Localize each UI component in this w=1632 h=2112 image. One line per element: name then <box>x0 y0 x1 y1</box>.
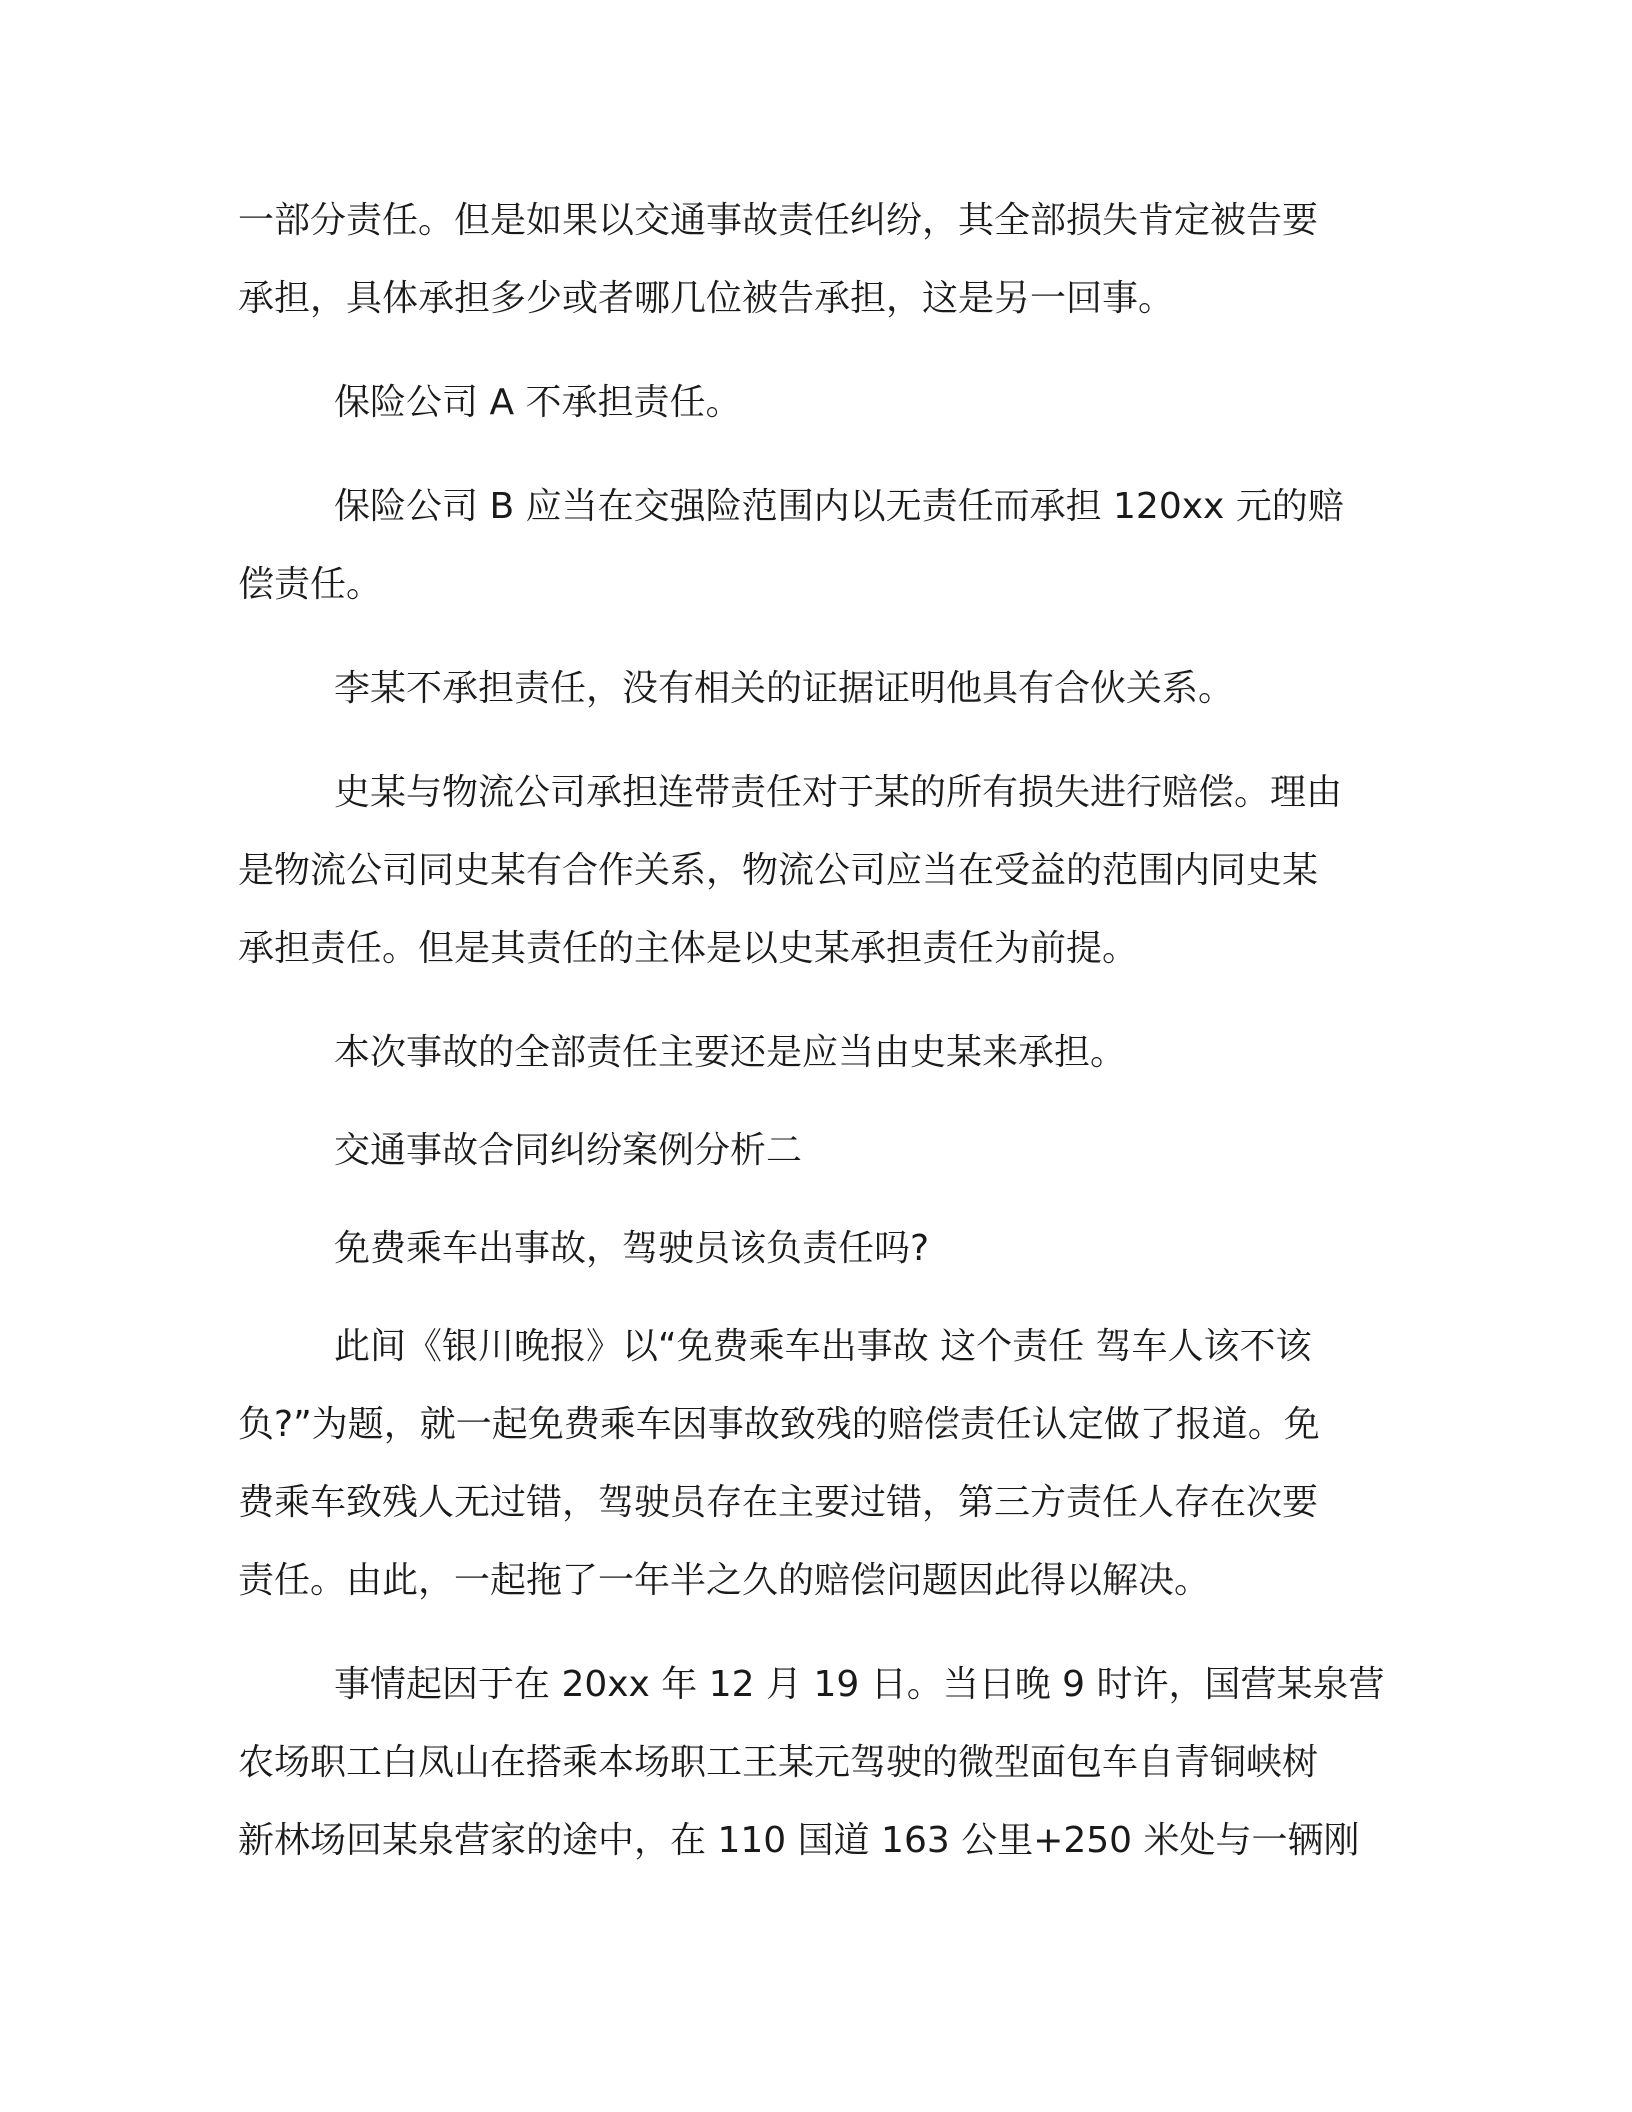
text-line: 保险公司 A 不承担责任。 <box>334 382 742 423</box>
text-line: 偿责任。 <box>238 564 383 605</box>
text-line: 史某与物流公司承担连带责任对于某的所有损失进行赔偿。理由 <box>334 772 1343 813</box>
text-line: 免费乘车出事故，驾驶员该负责任吗? <box>334 1228 930 1269</box>
text-line: 是物流公司同史某有合作关系，物流公司应当在受益的范围内同史某 <box>238 850 1319 891</box>
text-line: 李某不承担责任，没有相关的证据证明他具有合伙关系。 <box>334 668 1235 709</box>
text-line: 承担，具体承担多少或者哪几位被告承担，这是另一回事。 <box>238 278 1175 319</box>
paragraph-6 <box>238 1014 1388 1092</box>
text-line: 新林场回某泉营家的途中，在 110 国道 163 公里+250 米处与一辆刚 <box>238 1820 1360 1861</box>
text-line: 农场职工白凤山在搭乘本场职工王某元驾驶的微型面包车自青铜峡树 <box>238 1742 1319 1783</box>
text-line: 责任。由此，一起拖了一年半之久的赔偿问题因此得以解决。 <box>238 1560 1211 1601</box>
text-line: 本次事故的全部责任主要还是应当由史某来承担。 <box>334 1032 1127 1073</box>
paragraph-3 <box>238 468 1388 624</box>
subheading-question <box>238 1210 1388 1288</box>
text-line: 事情起因于在 20xx 年 12 月 19 日。当日晚 9 时许，国营某泉营 <box>334 1664 1385 1705</box>
text-line: 保险公司 B 应当在交强险范围内以无责任而承担 120xx 元的赔 <box>334 486 1344 527</box>
paragraph-7 <box>238 1308 1388 1620</box>
text-line: 承担责任。但是其责任的主体是以史某承担责任为前提。 <box>238 928 1139 969</box>
heading-text: 交通事故合同纠纷案例分析二 <box>334 1130 803 1171</box>
text-line: 此间《银川晚报》以“免费乘车出事故 这个责任 驾车人该不该 <box>334 1326 1312 1367</box>
document-body <box>238 182 1388 1880</box>
paragraph-4 <box>238 650 1388 728</box>
text-line: 负?”为题，就一起免费乘车因事故致残的赔偿责任认定做了报道。免 <box>238 1404 1320 1445</box>
paragraph-8 <box>238 1646 1388 1880</box>
paragraph-2 <box>238 364 1388 442</box>
text-line: 一部分责任。但是如果以交通事故责任纠纷，其全部损失肯定被告要 <box>238 200 1319 241</box>
section-heading <box>238 1112 1388 1190</box>
paragraph-1 <box>238 182 1388 338</box>
paragraph-5 <box>238 754 1388 988</box>
text-line: 费乘车致残人无过错，驾驶员存在主要过错，第三方责任人存在次要 <box>238 1482 1319 1523</box>
